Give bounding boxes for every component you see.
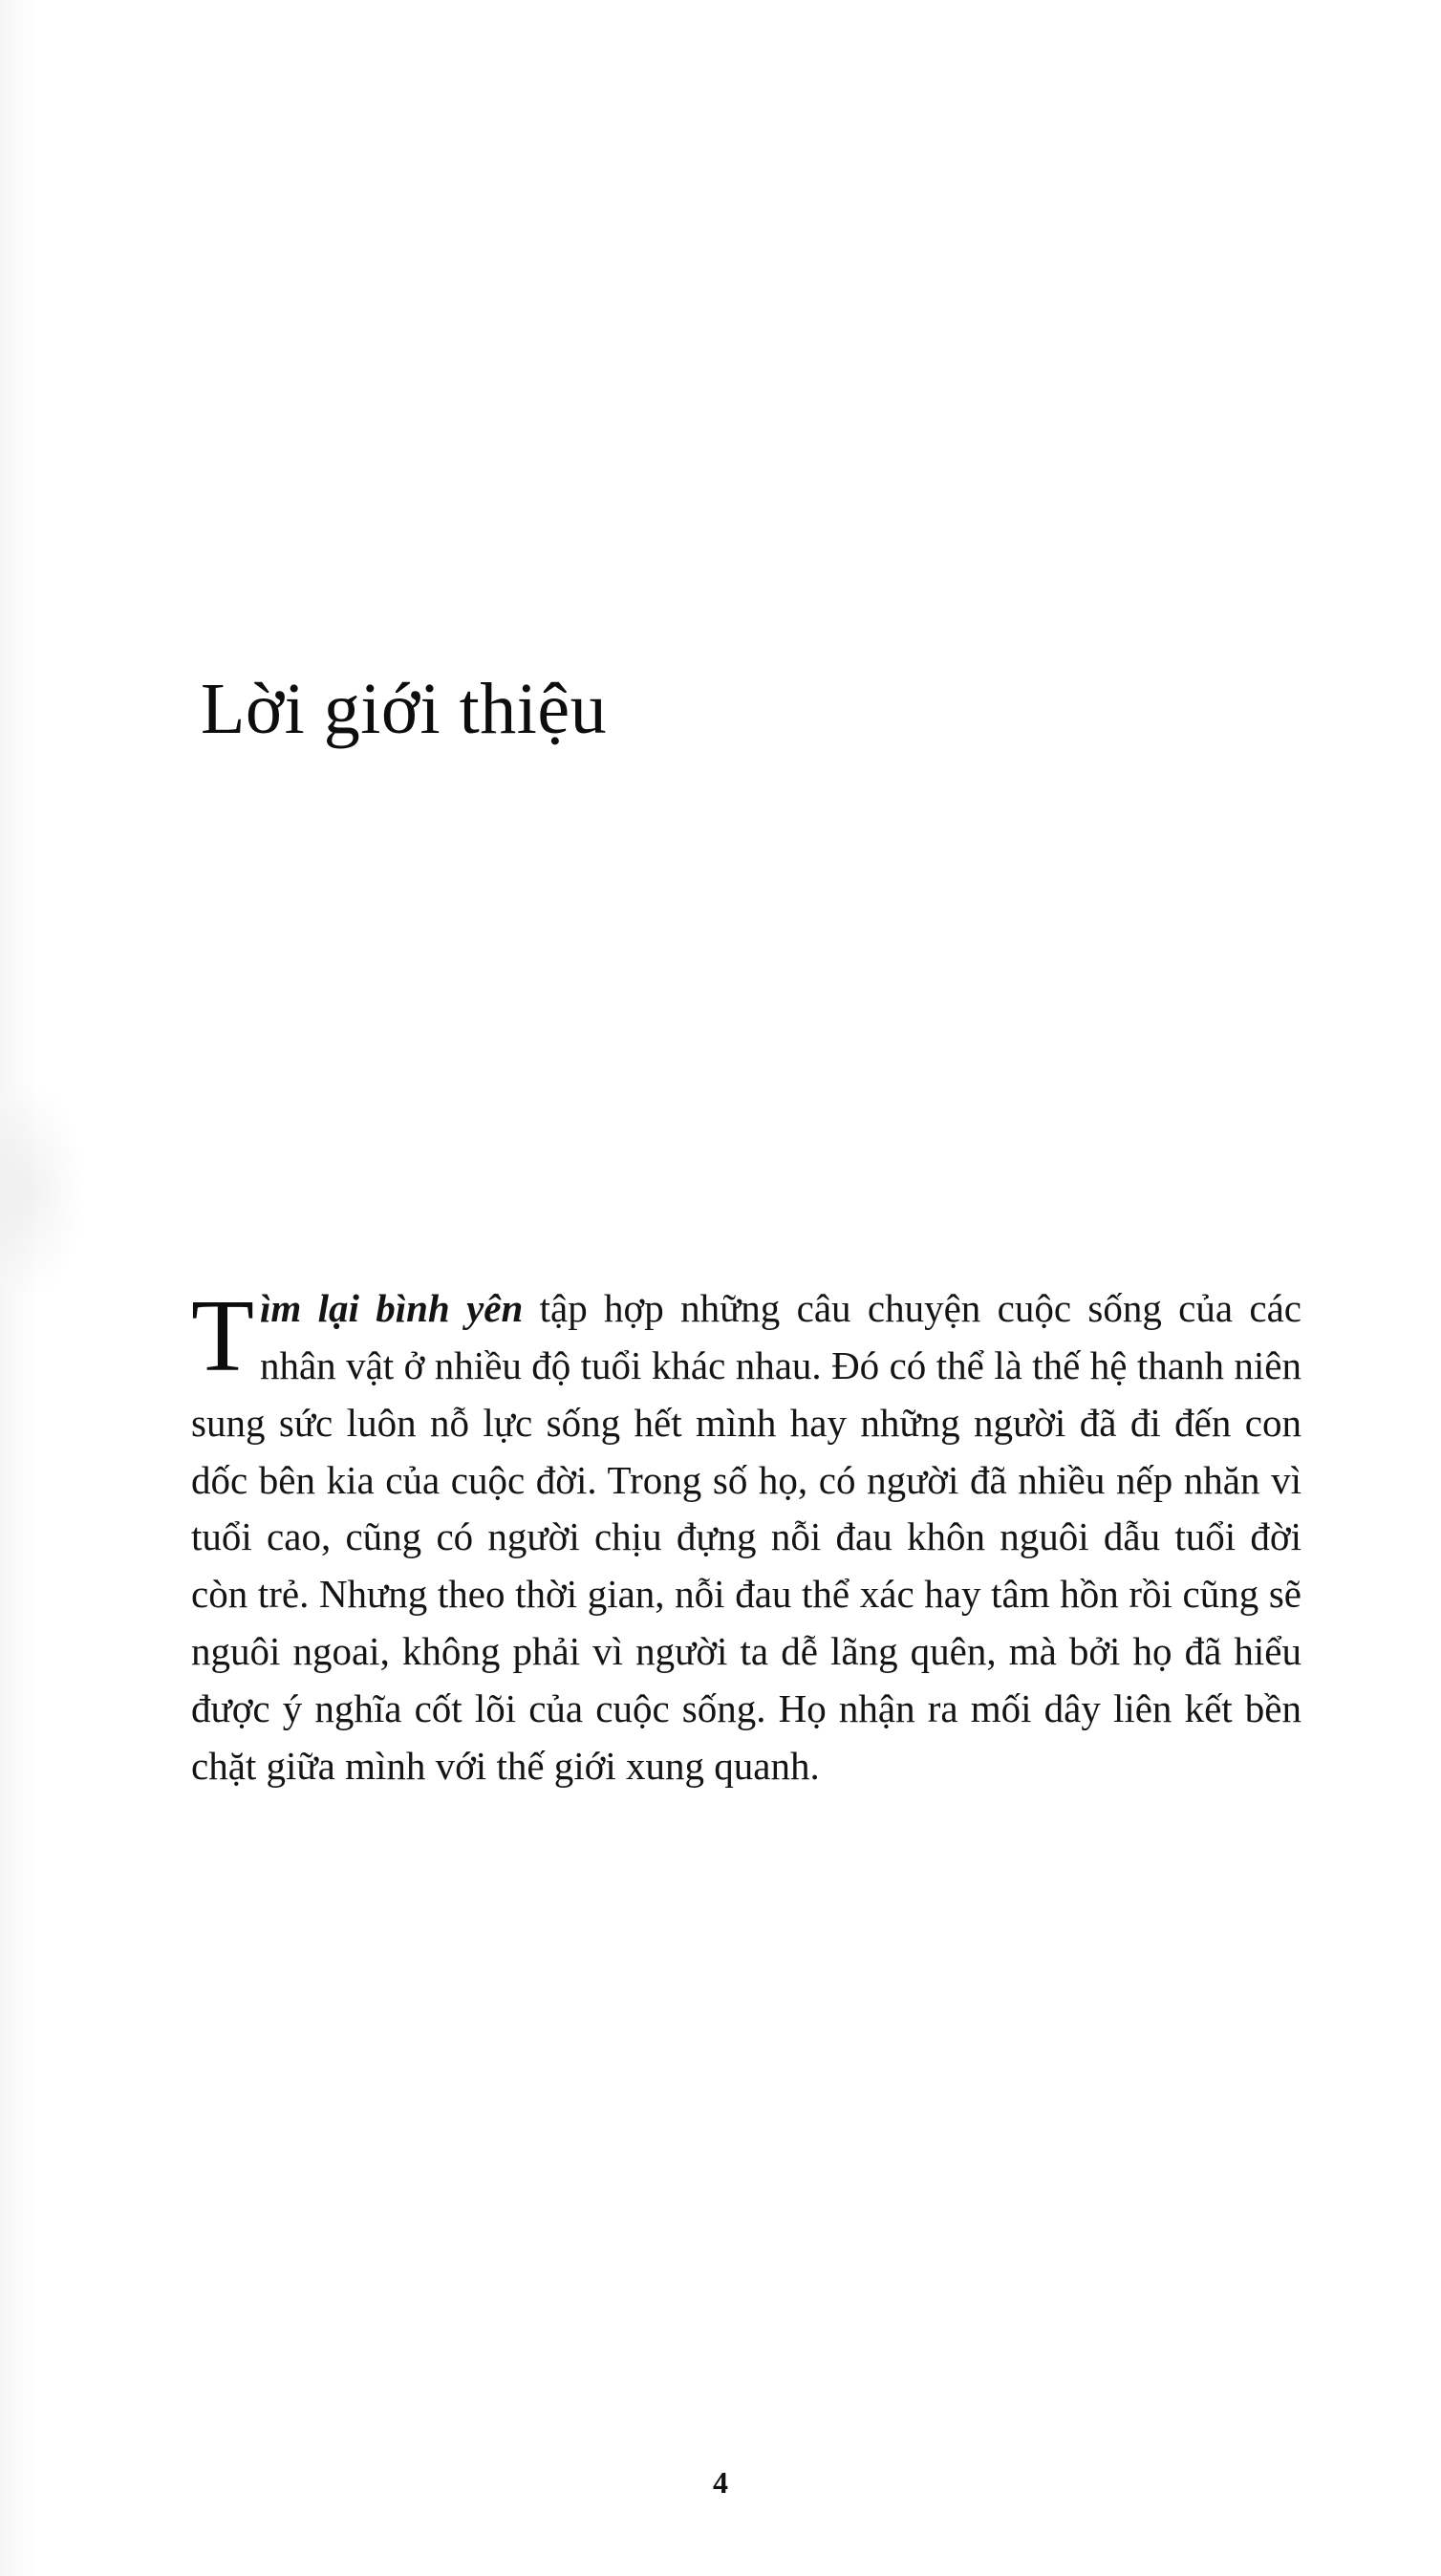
body-text-block xyxy=(191,1280,1301,1795)
drop-cap: T xyxy=(191,1279,254,1393)
paragraph-text: tập hợp những câu chuyện cuộc sống của các nhân vật ở nhiều độ tuổi khác nhau. Đó có thể là thế hệ thanh niên sung sức luôn nỗ lực sống hết mình hay những người đã đi đến con dốc bên kia của cuộc đời. Trong số họ, có người đã nhiều nếp nhăn vì tuổi cao, cũng có người chịu đựng nỗi đau khôn nguôi dẫu tuổi đời còn trẻ. Nhưng theo thời gian, nỗi đau thể xác hay tâm hồn rồi cũng sẽ nguôi ngoai, không phải vì người ta dễ lãng quên, mà bởi họ đã hiểu được ý nghĩa cốt lõi của cuộc sống. Họ nhận ra mối dây liên kết bền chặt giữa mình với thế giới xung quanh. xyxy=(191,1286,1301,1788)
page-title: Lời giới thiệu xyxy=(201,668,608,749)
intro-paragraph xyxy=(191,1280,1301,1795)
page-edge-shading xyxy=(0,0,38,2576)
page-number: 4 xyxy=(713,2465,728,2500)
page-smudge xyxy=(0,1080,86,1299)
book-title-inline: ìm lại bình yên xyxy=(259,1286,524,1330)
